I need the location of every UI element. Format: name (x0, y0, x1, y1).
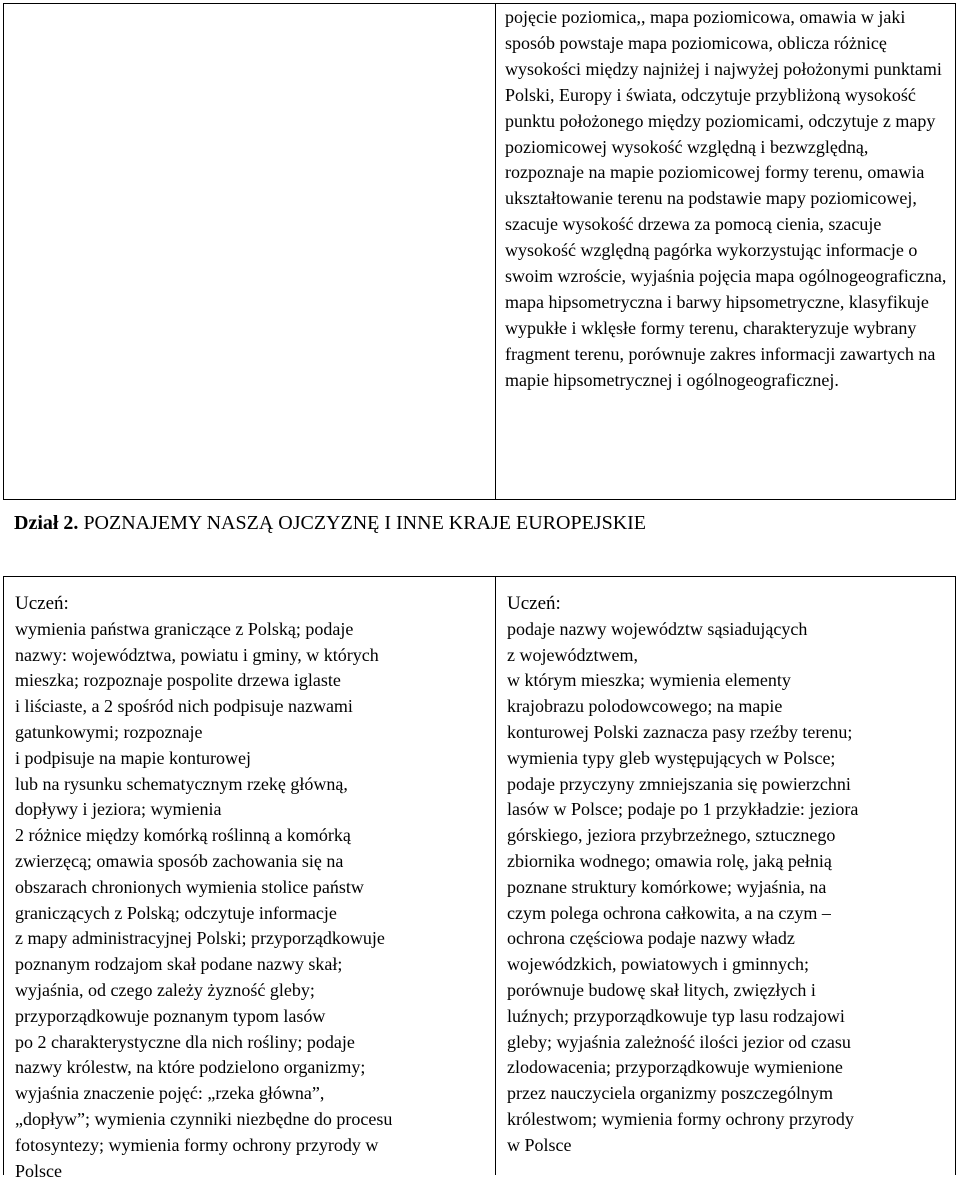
right-column-heading: Uczeń: (507, 593, 561, 614)
right-column-text: podaje nazwy województw sąsiadujących z województwem, w którym mieszka; wymienia elementy krajobrazu polodowcowego; na mapie konturowej Polski zaznacza pasy rzeźby terenu; wymienia typy gleb występujących w Polsce; podaje przyczyny zmniejszania się powierzchni lasów w Polsce; podaje po 1 przykładzie: jeziora górskiego, jeziora przybrzeżnego, sztucznego zbiornika wodnego; omawia rolę, jaką pełnią poznane struktury komórkowe; wyjaśnia, na czym polega ochrona całkowita, a na czym – ochrona częściowa podaje nazwy władz wojewódzkich, powiatowych i gminnych; porównuje budowę skał litych, zwięzłych i luźnych; przyporządkowuje typ lasu rodzajowi gleby; wyjaśnia zależność ilości jezior od czasu zlodowacenia; przyporządkowuje wymienione przez nauczyciela organizmy poszczególnym królestwom; wymienia formy ochrony przyrody w Polsce (507, 618, 859, 1155)
section-label: Dział 2. (14, 512, 79, 534)
column-divider (495, 577, 496, 1175)
left-column-heading: Uczeń: (15, 593, 69, 614)
left-column-text: wymienia państwa graniczące z Polską; podaje nazwy: województwa, powiatu i gminy, w których mieszka; rozpoznaje pospolite drzewa iglaste i liściaste, a 2 spośród nich podpisuje nazwami gatunkowymi; rozpoznaje i podpisuje na mapie konturowej lub na rysunku schematycznym rzekę główną, dopływy i jeziora; wymienia 2 różnice między komórką roślinną a komórką zwierzęcą; omawia sposób zachowania się na obszarach chronionych wymienia stolice państw graniczących z Polską; odczytuje informacje z mapy administracyjnej Polski; przyporządkowuje poznanym rodzajom skał podane nazwy skał; wyjaśnia, od czego zależy żyzność gleby; przyporządkowuje poznanym typom lasów po 2 charakterystyczne dla nich rośliny; podaje nazwy królestw, na które podzielono organizmy; wyjaśnia znaczenie pojęć: „rzeka główna”, „dopływ”; wymienia czynniki niezbędne do procesu fotosyntezy; wymienia formy ochrony przyrody w Polsce (15, 618, 393, 1181)
section-heading (14, 510, 954, 536)
left-column-cell (15, 591, 490, 1184)
column-divider (495, 4, 496, 499)
section-title: POZNAJEMY NASZĄ OJCZYZNĘ I INNE KRAJE EUROPEJSKIE (83, 512, 647, 534)
requirements-table-bottom (3, 576, 956, 1181)
top-cell-text: pojęcie poziomica,, mapa poziomicowa, omawia w jaki sposób powstaje mapa poziomicowa, oblicza różnicę wysokości między najniżej i najwyżej położonymi punktami Polski, Europy i świata, odczytuje przybliżoną wysokość punktu położonego między poziomicami, odczytuje z mapy poziomicowej wysokość względną i bezwzględną, rozpoznaje na mapie poziomicowej formy terenu, omawia ukształtowanie terenu na podstawie mapy poziomicowej, szacuje wysokość drzewa za pomocą cienia, szacuje wysokość względną pagórka wykorzystując informacje o swoim wzroście, wyjaśnia pojęcia mapa ogólnogeograficzna, mapa hipsometryczna i barwy hipsometryczne, klasyfikuje wypukłe i wklęsłe formy terenu, charakteryzuje wybrany fragment terenu, porównuje zakres informacji zawartych na mapie hipsometrycznej i ogólnogeograficznej. (505, 7, 947, 390)
right-column-cell (507, 591, 952, 1159)
